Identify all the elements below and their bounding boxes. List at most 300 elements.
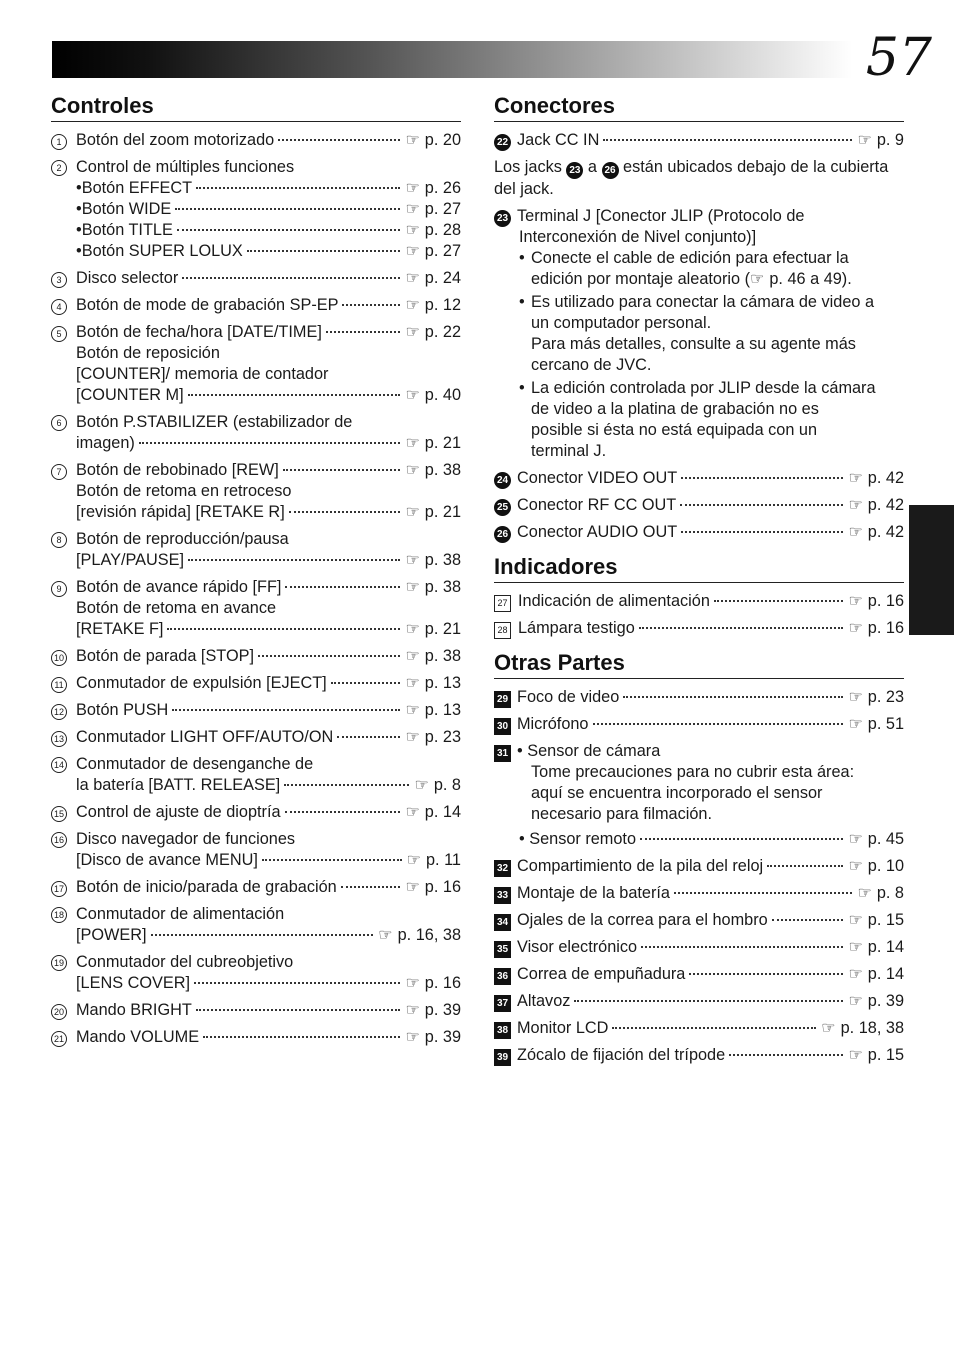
controles-item-20 (51, 1000, 461, 1021)
page-reference (848, 687, 904, 708)
controles-item-7 (51, 460, 461, 523)
entry-line (51, 412, 461, 433)
pointing-hand-icon: ☞ (405, 552, 420, 569)
entry-row (51, 433, 461, 454)
pointing-hand-icon: ☞ (848, 939, 863, 956)
bullet-line: Para más detalles, consulte a su agente más (531, 335, 856, 353)
entry-text: • Sensor de cámara (517, 742, 661, 760)
controles-item-18 (51, 904, 461, 946)
bullet-line: posible si ésta no está equipada con un (531, 421, 818, 439)
dot-leader (641, 946, 843, 948)
bullet-paragraph (494, 292, 904, 376)
controles-item-14 (51, 754, 461, 796)
page-reference-text: p. 18, 38 (840, 1019, 904, 1037)
entry-row (51, 775, 461, 796)
page-reference-text: p. 15 (867, 1046, 904, 1064)
entry-row (51, 877, 461, 898)
entry-text: Indicación de alimentación (518, 592, 710, 610)
indicadores-item-28 (494, 618, 904, 639)
bullet-text (531, 248, 904, 290)
page-reference-text: p. 14 (867, 965, 904, 983)
page-reference-text: p. 42 (867, 496, 904, 514)
dot-leader (326, 331, 401, 333)
dot-leader (289, 511, 401, 513)
entry-row (51, 322, 461, 343)
page-reference (848, 964, 904, 985)
entry-text: Disco navegador de funciones (76, 830, 296, 848)
entry-row (51, 925, 461, 946)
item-number-square: 27 (494, 595, 511, 612)
controles-item-16 (51, 829, 461, 871)
page-reference-text: p. 51 (867, 715, 904, 733)
bullet: • (519, 249, 525, 267)
page-reference (405, 646, 461, 667)
page-reference (405, 673, 461, 694)
entry-row (51, 646, 461, 667)
entry-row (494, 1045, 904, 1066)
page-reference (405, 619, 461, 640)
page-reference (405, 973, 461, 994)
page-reference-text: p. 10 (867, 857, 904, 875)
page-reference-text: p. 14 (424, 803, 461, 821)
controles-item-8 (51, 529, 461, 571)
entry-text: • Sensor remoto (519, 830, 637, 848)
page-reference-text: p. 8 (876, 884, 904, 902)
entry-text: Conmutador del cubreobjetivo (76, 953, 294, 971)
entry-text: [revisión rápida] [RETAKE R] (76, 503, 285, 521)
dot-leader (285, 586, 400, 588)
dot-leader (203, 1036, 400, 1038)
entry-row (51, 727, 461, 748)
pointing-hand-icon: ☞ (405, 270, 420, 287)
entry-text: Compartimiento de la pila del reloj (517, 857, 764, 875)
item-number-filled-square: 35 (494, 941, 511, 958)
entry-text: [Disco de avance MENU] (76, 851, 258, 869)
page-reference-text: p. 16, 38 (397, 926, 461, 944)
dot-leader (284, 784, 409, 786)
entry-text: Control de múltiples funciones (76, 158, 295, 176)
bullet: • (76, 221, 82, 239)
entry-row (494, 591, 904, 612)
page-reference (405, 877, 461, 898)
page-reference-text: p. 12 (424, 296, 461, 314)
bullet-line: La edición controlada por JLIP desde la cámara (531, 379, 876, 397)
pointing-hand-icon: ☞ (405, 975, 420, 992)
pointing-hand-icon: ☞ (821, 1020, 836, 1037)
item-number-filled-circle: 26 (494, 526, 511, 543)
entry-text: Botón SUPER LOLUX (81, 242, 243, 260)
pointing-hand-icon: ☞ (405, 579, 420, 596)
dot-leader (151, 934, 374, 936)
page-reference (848, 495, 904, 516)
dot-leader (681, 531, 843, 533)
pointing-hand-icon: ☞ (405, 702, 420, 719)
item-number-filled-square: 38 (494, 1022, 511, 1039)
otras-item-31 (494, 741, 904, 850)
dot-leader (196, 1009, 401, 1011)
entry-line (51, 829, 461, 850)
pointing-hand-icon: ☞ (848, 524, 863, 541)
dot-leader (729, 1054, 843, 1056)
page-reference (848, 468, 904, 489)
entry-text: Botón de parada [STOP] (76, 647, 255, 665)
item-number-circle: 2 (51, 160, 67, 176)
entry-line (51, 952, 461, 973)
pointing-hand-icon: ☞ (848, 497, 863, 514)
dot-leader (188, 394, 401, 396)
item-number-circle: 18 (51, 907, 67, 923)
pointing-hand-icon: ☞ (848, 993, 863, 1010)
controles-item-17 (51, 877, 461, 898)
page-reference (405, 550, 461, 571)
entry-row (494, 495, 904, 516)
bullet-text (531, 378, 904, 462)
entry-text: Disco selector (76, 269, 179, 287)
entry-text: Jack CC IN (517, 131, 600, 149)
dot-leader (623, 696, 843, 698)
pointing-hand-icon: ☞ (405, 675, 420, 692)
entry-text: Conector AUDIO OUT (517, 523, 678, 541)
entry-row (51, 502, 461, 523)
page-reference-text: p. 39 (424, 1028, 461, 1046)
entry-row (51, 802, 461, 823)
entry-text: Correa de empuñadura (517, 965, 686, 983)
controles-heading: Controles (51, 92, 461, 122)
dot-leader (640, 838, 843, 840)
page-reference-text: p. 23 (867, 688, 904, 706)
page-reference (848, 714, 904, 735)
pointing-hand-icon: ☞ (405, 879, 420, 896)
page-reference-text: p. 40 (424, 386, 461, 404)
item-number-filled-circle: 25 (494, 499, 511, 516)
entry-text: Conmutador de expulsión [EJECT] (76, 674, 327, 692)
item-number-filled-square: 32 (494, 860, 511, 877)
page-reference (848, 910, 904, 931)
page-reference (848, 937, 904, 958)
entry-line: aquí se encuentra incorporado el sensor (531, 784, 823, 802)
item-number-circle: 7 (51, 464, 67, 480)
item-number-filled-circle: 23 (494, 210, 511, 227)
pointing-hand-icon: ☞ (414, 777, 429, 794)
entry-line: Botón de reposición (76, 344, 220, 362)
sub-entry-row (51, 178, 461, 199)
entry-line (51, 529, 461, 550)
entry-row (494, 829, 904, 850)
page-reference-text: p. 16 (424, 974, 461, 992)
pointing-hand-icon: ☞ (405, 297, 420, 314)
entry-text: imagen) (76, 434, 135, 452)
page-reference-text: p. 45 (867, 830, 904, 848)
dot-leader (139, 442, 401, 444)
page-reference (378, 925, 461, 946)
entry-line: Tome precauciones para no cubrir esta área: (531, 763, 855, 781)
conectores-item-24 (494, 468, 904, 489)
pointing-hand-icon: ☞ (405, 180, 420, 197)
entry-text: [LENS COVER] (76, 974, 191, 992)
conectores-item-26 (494, 522, 904, 543)
otras-item-35 (494, 937, 904, 958)
entry-row (494, 714, 904, 735)
bullet-line: Es utilizado para conectar la cámara de video a (531, 293, 875, 311)
entry-text: [POWER] (76, 926, 147, 944)
page-reference (857, 130, 904, 151)
entry-text: Montaje de la batería (517, 884, 670, 902)
dot-leader (167, 628, 400, 630)
item-number-circle: 12 (51, 704, 67, 720)
conectores-heading: Conectores (494, 92, 904, 122)
item-number-circle: 20 (51, 1004, 67, 1020)
entry-line: [COUNTER]/ memoria de contador (76, 365, 329, 383)
entry-row (51, 619, 461, 640)
pointing-hand-icon: ☞ (857, 132, 872, 149)
item-number-filled-square: 30 (494, 718, 511, 735)
dot-leader (342, 304, 400, 306)
entry-row (494, 1018, 904, 1039)
entry-row (51, 973, 461, 994)
controles-item-19 (51, 952, 461, 994)
dot-leader (188, 559, 400, 561)
pointing-hand-icon: ☞ (405, 324, 420, 341)
bullet: • (76, 179, 82, 197)
section-side-tab (909, 505, 954, 635)
dot-leader (689, 973, 843, 975)
page-reference (848, 522, 904, 543)
otras-item-29 (494, 687, 904, 708)
entry-line (51, 157, 461, 178)
page-reference (848, 856, 904, 877)
entry-text: Botón de inicio/parada de grabación (76, 878, 337, 896)
entry-row (494, 522, 904, 543)
bullet-line: cercano de JVC. (531, 356, 652, 374)
entry-text: Mando VOLUME (76, 1028, 200, 1046)
otras-item-36 (494, 964, 904, 985)
entry-line: necesario para filmación. (531, 805, 712, 823)
dot-leader (674, 892, 853, 894)
item-number-circle: 1 (51, 134, 67, 150)
entry-text: Botón de fecha/hora [DATE/TIME] (76, 323, 322, 341)
conectores-list (494, 130, 904, 543)
entry-text: Terminal J [Conector JLIP (Protocolo de (517, 207, 805, 225)
page-reference (848, 829, 904, 850)
entry-text: Ojales de la correa para el hombro (517, 911, 768, 929)
controles-item-21 (51, 1027, 461, 1048)
bullet-line: p. 46 a 49). (769, 270, 852, 288)
entry-row (494, 910, 904, 931)
entry-row (494, 964, 904, 985)
page-reference (405, 295, 461, 316)
item-number-filled-circle: 22 (494, 134, 511, 151)
item-number-circle: 6 (51, 415, 67, 431)
entry-text: Foco de video (517, 688, 620, 706)
item-number-circle: 17 (51, 881, 67, 897)
page-reference-text: p. 14 (867, 938, 904, 956)
page-reference-text: p. 39 (867, 992, 904, 1010)
entry-row (51, 577, 461, 598)
entry-text: [RETAKE F] (76, 620, 164, 638)
otras-item-39 (494, 1045, 904, 1066)
otras-item-37 (494, 991, 904, 1012)
pointing-hand-icon: ☞ (848, 912, 863, 929)
entry-text: Lámpara testigo (518, 619, 635, 637)
dot-leader (681, 477, 843, 479)
pointing-hand-icon: ☞ (405, 804, 420, 821)
dot-leader (194, 982, 400, 984)
page-reference (405, 700, 461, 721)
entry-line (494, 206, 904, 227)
item-number-circle: 19 (51, 955, 67, 971)
dot-leader (341, 886, 401, 888)
entry-text: Botón EFFECT (81, 179, 193, 197)
bullet: • (519, 379, 525, 397)
right-column (494, 92, 904, 1072)
entry-text: Botón PUSH (76, 701, 169, 719)
bullet-text (531, 292, 904, 376)
controles-item-11 (51, 673, 461, 694)
entry-row (494, 468, 904, 489)
pointing-hand-icon: ☞ (405, 648, 420, 665)
bullet-line: un computador personal. (531, 314, 712, 332)
entry-row (494, 687, 904, 708)
item-number-circle: 8 (51, 532, 67, 548)
item-number-circle: 13 (51, 731, 67, 747)
controles-item-4 (51, 295, 461, 316)
dot-leader (278, 139, 400, 141)
item-number-filled-square: 33 (494, 887, 511, 904)
entry-text: Mando BRIGHT (76, 1001, 192, 1019)
entry-row (494, 937, 904, 958)
item-number-filled-square: 37 (494, 995, 511, 1012)
controles-item-10 (51, 646, 461, 667)
page-reference-text: p. 38 (424, 551, 461, 569)
item-number-square: 28 (494, 622, 511, 639)
entry-text: Micrófono (517, 715, 589, 733)
item-number-circle: 9 (51, 581, 67, 597)
controles-item-3 (51, 268, 461, 289)
dot-leader (262, 859, 402, 861)
otras-item-34 (494, 910, 904, 931)
entry-text: Altavoz (517, 992, 571, 1010)
page-reference-text: p. 39 (424, 1001, 461, 1019)
bullet: • (76, 242, 82, 260)
dot-leader (574, 1000, 843, 1002)
controles-list (51, 130, 461, 1048)
item-number-circle: 16 (51, 832, 67, 848)
page-reference-text: p. 38 (424, 647, 461, 665)
dot-leader (767, 865, 843, 867)
entry-row (51, 673, 461, 694)
entry-row (51, 850, 461, 871)
bullet-paragraph (494, 248, 904, 290)
page-reference (405, 130, 461, 151)
entry-row (494, 130, 904, 151)
entry-text: Botón de rebobinado [REW] (76, 461, 279, 479)
entry-text: Botón de avance rápido [FF] (76, 578, 282, 596)
entry-row (51, 268, 461, 289)
indicadores-item-27 (494, 591, 904, 612)
page-reference (405, 199, 461, 220)
page-reference (407, 850, 461, 871)
controles-item-9 (51, 577, 461, 640)
entry-text: Conmutador LIGHT OFF/AUTO/ON (76, 728, 334, 746)
dot-leader (772, 919, 844, 921)
page-reference-text: p. 9 (876, 131, 904, 149)
entry-line: Botón de retoma en retroceso (76, 482, 292, 500)
page-reference-text: p. 13 (424, 701, 461, 719)
pointing-hand-icon: ☞ (857, 885, 872, 902)
pointing-hand-icon: ☞ (405, 132, 420, 149)
page-reference-text: p. 20 (424, 131, 461, 149)
item-number-filled-circle: 26 (602, 162, 619, 179)
pointing-hand-icon: ☞ (405, 1002, 420, 1019)
entry-line: Botón de retoma en avance (76, 599, 277, 617)
bullet-paragraph (494, 378, 904, 462)
conectores-item-25 (494, 495, 904, 516)
pointing-hand-icon: ☞ (405, 729, 420, 746)
page-reference-text: p. 38 (424, 461, 461, 479)
pointing-hand-icon: ☞ (378, 927, 393, 944)
page-reference (848, 618, 904, 639)
page-reference (857, 883, 904, 904)
note-text: Los jacks (494, 158, 567, 176)
otras-item-38 (494, 1018, 904, 1039)
controles-item-1 (51, 130, 461, 151)
dot-leader (196, 187, 400, 189)
entry-row (51, 1027, 461, 1048)
dot-leader (593, 723, 844, 725)
page-reference (405, 1000, 461, 1021)
entry-text: Botón P.STABILIZER (estabilizador de (76, 413, 353, 431)
bullet-line: edición por montaje aleatorio (☞ p. 46 a 49). (531, 270, 852, 288)
item-number-circle: 11 (51, 677, 67, 693)
entry-row (494, 991, 904, 1012)
controles-column (51, 92, 461, 1054)
bullet-line: de video a la platina de grabación no es (531, 400, 819, 418)
entry-text: la batería [BATT. RELEASE] (76, 776, 281, 794)
page-reference-text: p. 23 (424, 728, 461, 746)
page-reference-text: p. 28 (424, 221, 461, 239)
item-number-circle: 15 (51, 806, 67, 822)
item-number-circle: 10 (51, 650, 67, 666)
item-number-circle: 5 (51, 326, 67, 342)
indicadores-list (494, 591, 904, 639)
bullet: • (519, 293, 525, 311)
page-reference (414, 775, 461, 796)
pointing-hand-icon: ☞ (405, 1029, 420, 1046)
entry-line: Interconexión de Nivel conjunto)] (519, 228, 757, 246)
page-reference (405, 460, 461, 481)
sub-entry-row (51, 241, 461, 262)
page-reference (405, 268, 461, 289)
item-number-circle: 14 (51, 757, 67, 773)
entry-row (51, 1000, 461, 1021)
entry-text: Botón TITLE (81, 221, 173, 239)
page-reference-text: p. 42 (867, 523, 904, 541)
entry-text: Control de ajuste de dioptría (76, 803, 281, 821)
entry-text: Botón de mode de grabación SP-EP (76, 296, 339, 314)
note-text: a (583, 158, 602, 176)
controles-item-13 (51, 727, 461, 748)
entry-row (51, 385, 461, 406)
dot-leader (285, 811, 401, 813)
item-number-filled-square: 34 (494, 914, 511, 931)
pointing-hand-icon: ☞ (405, 462, 420, 479)
page-reference-text: p. 21 (424, 620, 461, 638)
page-reference-text: p. 22 (424, 323, 461, 341)
page-reference (405, 322, 461, 343)
page-reference-text: p. 16 (867, 619, 904, 637)
pointing-hand-icon: ☞ (405, 435, 420, 452)
page-reference-text: p. 27 (424, 242, 461, 260)
